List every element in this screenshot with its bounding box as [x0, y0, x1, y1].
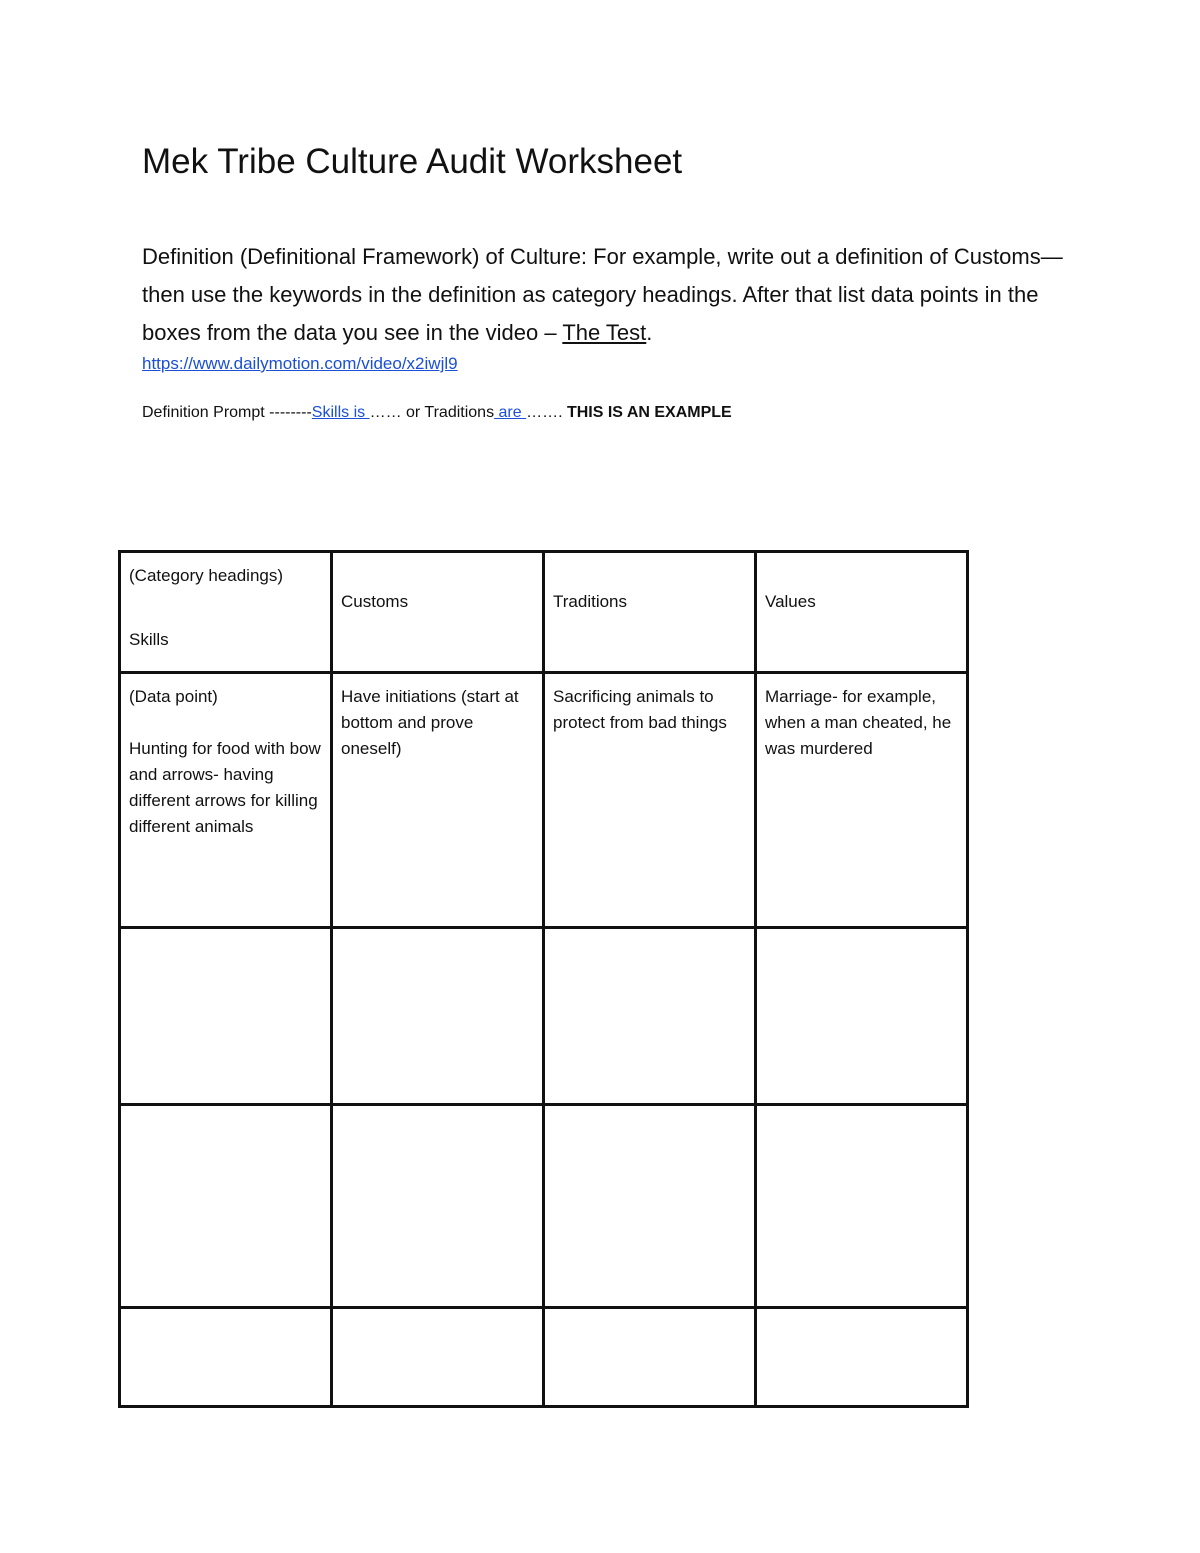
skills-link[interactable]: Skills is — [311, 404, 370, 421]
empty-cell[interactable] — [120, 1308, 332, 1407]
customs-heading: Customs — [341, 592, 409, 611]
empty-cell[interactable] — [332, 928, 544, 1105]
intro-paragraph — [142, 238, 1072, 352]
data-cell-values[interactable]: Marriage- for example, when a man cheated, he was murdered — [756, 673, 968, 928]
empty-cell[interactable] — [756, 1105, 968, 1308]
empty-cell[interactable] — [544, 1308, 756, 1407]
values-heading: Values — [765, 592, 816, 611]
table-header-row — [120, 552, 968, 673]
table-row — [120, 928, 968, 1105]
empty-cell[interactable] — [544, 928, 756, 1105]
empty-cell[interactable] — [332, 1105, 544, 1308]
empty-cell[interactable] — [544, 1105, 756, 1308]
data-cell-traditions[interactable]: Sacrificing animals to protect from bad things — [544, 673, 756, 928]
header-cell-skills — [120, 552, 332, 673]
empty-cell[interactable] — [120, 1105, 332, 1308]
table-row — [120, 673, 968, 928]
culture-audit-table — [118, 550, 969, 1408]
empty-cell[interactable] — [756, 928, 968, 1105]
skills-heading: Skills — [129, 630, 169, 649]
table-row — [120, 1308, 968, 1407]
category-headings-label: (Category headings) — [129, 566, 284, 585]
prompt-dots-1: …… or Traditions — [369, 404, 495, 421]
data-cell-customs[interactable]: Have initiations (start at bottom and prove oneself) — [332, 673, 544, 928]
header-cell-values — [756, 552, 968, 673]
skills-data-text: Hunting for food with bow and arrows- having different arrows for killing different animals — [129, 739, 321, 836]
intro-underlined-text: The Test — [562, 320, 647, 345]
empty-cell[interactable] — [756, 1308, 968, 1407]
empty-cell[interactable] — [332, 1308, 544, 1407]
traditions-heading: Traditions — [553, 592, 628, 611]
intro-text: Definition (Definitional Framework) of Culture: For example, write out a definition of Customs— then use the keywords in the definition as category headings. After that list data points in the boxes from the data you see in the video – — [142, 244, 1063, 345]
data-cell-skills[interactable] — [120, 673, 332, 928]
prompt-lead: Definition Prompt -------- — [142, 404, 312, 421]
prompt-dots-2: ……. — [526, 404, 567, 421]
video-link[interactable]: https://www.dailymotion.com/video/x2iwjl9 — [142, 354, 458, 373]
empty-cell[interactable] — [120, 928, 332, 1105]
header-cell-customs — [332, 552, 544, 673]
data-point-label: (Data point) — [129, 687, 218, 706]
page-title: Mek Tribe Culture Audit Worksheet — [142, 142, 683, 181]
definition-prompt — [142, 404, 732, 422]
intro-end: . — [646, 320, 653, 345]
example-label: THIS IS AN EXAMPLE — [566, 404, 732, 421]
header-cell-traditions — [544, 552, 756, 673]
are-link[interactable]: are — [494, 404, 527, 421]
table-row — [120, 1105, 968, 1308]
